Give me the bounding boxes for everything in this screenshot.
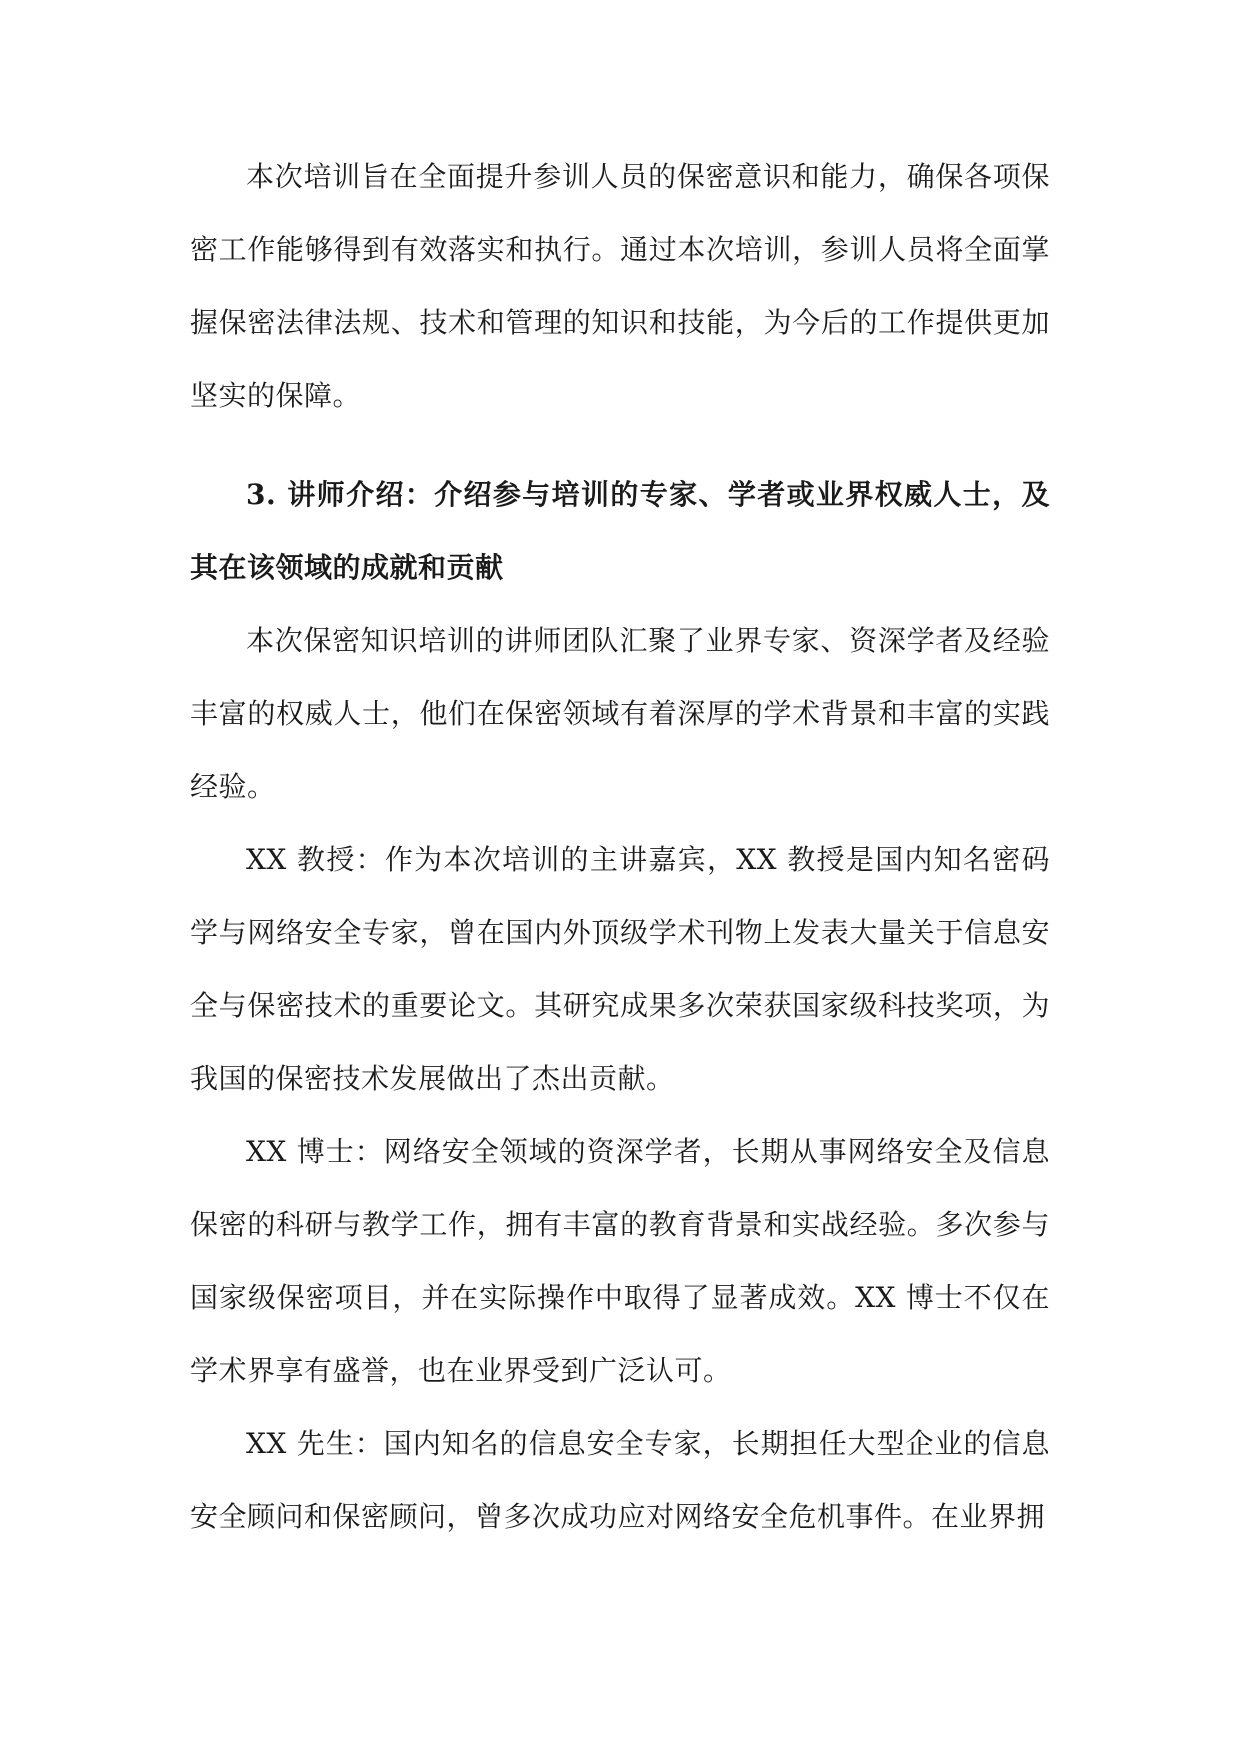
doctor-paragraph: XX 博士：网络安全领域的资深学者，长期从事网络安全及信息保密的科研与教学工作，拥有丰富的教育背景和实战经验。多次参与国家级保密项目，并在实际操作中取得了显著成效。XX 博士不仅在学术界享有盛誉，也在业界受到广泛认可。 xyxy=(190,1135,1050,1387)
section-heading: 3. 讲师介绍：介绍参与培训的专家、学者或业界权威人士，及其在该领域的成就和贡献 xyxy=(190,478,1050,584)
mister-paragraph: XX 先生：国内知名的信息安全专家，长期担任大型企业的信息安全顾问和保密顾问，曾多次成功应对网络安全危机事件。在业界拥 xyxy=(190,1427,1050,1533)
team-paragraph: 本次保密知识培训的讲师团队汇聚了业界专家、资深学者及经验丰富的权威人士，他们在保密领域有着深厚的学术背景和丰富的实践经验。 xyxy=(190,624,1050,803)
intro-paragraph: 本次培训旨在全面提升参训人员的保密意识和能力，确保各项保密工作能够得到有效落实和执行。通过本次培训，参训人员将全面掌握保密法律法规、技术和管理的知识和技能，为今后的工作提供更加坚实的保障。 xyxy=(190,160,1050,412)
professor-paragraph: XX 教授：作为本次培训的主讲嘉宾，XX 教授是国内知名密码学与网络安全专家，曾在国内外顶级学术刊物上发表大量关于信息安全与保密技术的重要论文。其研究成果多次荣获国家级科技奖项，为我国的保密技术发展做出了杰出贡献。 xyxy=(190,843,1050,1095)
document-body xyxy=(190,140,1050,1553)
